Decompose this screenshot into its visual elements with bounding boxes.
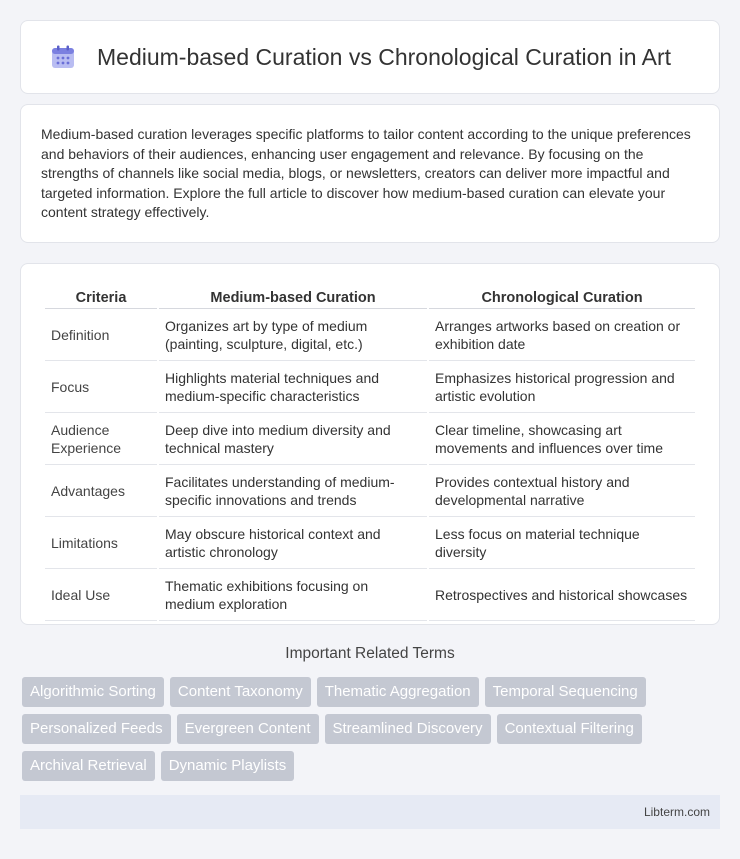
table-row <box>45 361 695 413</box>
header-criteria: Criteria <box>45 284 157 309</box>
related-term-tag[interactable]: Algorithmic Sorting <box>22 677 164 707</box>
footer <box>20 795 720 829</box>
row-criteria: Focus <box>45 361 157 413</box>
row-medium: Organizes art by type of medium (painting, sculpture, digital, etc.) <box>159 309 427 361</box>
related-term-tag[interactable]: Dynamic Playlists <box>161 751 295 781</box>
intro-paragraph: Medium-based curation leverages specific platforms to tailor content according to the unique preferences and behaviors of their audiences, enhancing user engagement and relevance. By focusing on the strengths of channels like social media, blogs, or newsletters, creators can deliver more impactful and targeted information. Explore the full article to discover how medium-based curation can elevate your content strategy effectively. <box>41 126 691 221</box>
table-row <box>45 569 695 621</box>
row-chronological: Provides contextual history and developmental narrative <box>429 465 695 517</box>
comparison-card <box>20 263 720 625</box>
header-medium: Medium-based Curation <box>159 284 427 309</box>
page-title: Medium-based Curation vs Chronological Curation in Art <box>97 43 672 70</box>
related-term-tag[interactable]: Archival Retrieval <box>22 751 155 781</box>
table-header-row <box>45 284 695 309</box>
row-chronological: Retrospectives and historical showcases <box>429 569 695 621</box>
row-chronological: Clear timeline, showcasing art movements and influences over time <box>429 413 695 465</box>
intro-card <box>20 104 720 243</box>
row-criteria: Ideal Use <box>45 569 157 621</box>
row-medium: Facilitates understanding of medium-specific innovations and trends <box>159 465 427 517</box>
header-chronological: Chronological Curation <box>429 284 695 309</box>
title-card <box>20 20 720 94</box>
table-row <box>45 517 695 569</box>
related-term-tag[interactable]: Personalized Feeds <box>22 714 171 744</box>
row-medium: Deep dive into medium diversity and technical mastery <box>159 413 427 465</box>
related-terms-title: Important Related Terms <box>285 645 455 662</box>
row-medium: Highlights material techniques and medium-specific characteristics <box>159 361 427 413</box>
comparison-table <box>43 284 697 621</box>
row-criteria: Advantages <box>45 465 157 517</box>
table-row <box>45 309 695 361</box>
related-term-tag[interactable]: Temporal Sequencing <box>485 677 646 707</box>
row-criteria: Audience Experience <box>45 413 157 465</box>
row-chronological: Emphasizes historical progression and artistic evolution <box>429 361 695 413</box>
calendar-icon <box>49 43 77 71</box>
footer-site-link[interactable]: Libterm.com <box>643 805 710 819</box>
table-row <box>45 465 695 517</box>
related-terms-list <box>22 677 722 788</box>
related-term-tag[interactable]: Evergreen Content <box>177 714 319 744</box>
related-term-tag[interactable]: Thematic Aggregation <box>317 677 479 707</box>
table-row <box>45 413 695 465</box>
row-medium: Thematic exhibitions focusing on medium exploration <box>159 569 427 621</box>
row-chronological: Less focus on material technique diversity <box>429 517 695 569</box>
row-criteria: Definition <box>45 309 157 361</box>
row-medium: May obscure historical context and artistic chronology <box>159 517 427 569</box>
related-term-tag[interactable]: Streamlined Discovery <box>325 714 491 744</box>
related-term-tag[interactable]: Content Taxonomy <box>170 677 311 707</box>
related-term-tag[interactable]: Contextual Filtering <box>497 714 642 744</box>
row-chronological: Arranges artworks based on creation or exhibition date <box>429 309 695 361</box>
row-criteria: Limitations <box>45 517 157 569</box>
